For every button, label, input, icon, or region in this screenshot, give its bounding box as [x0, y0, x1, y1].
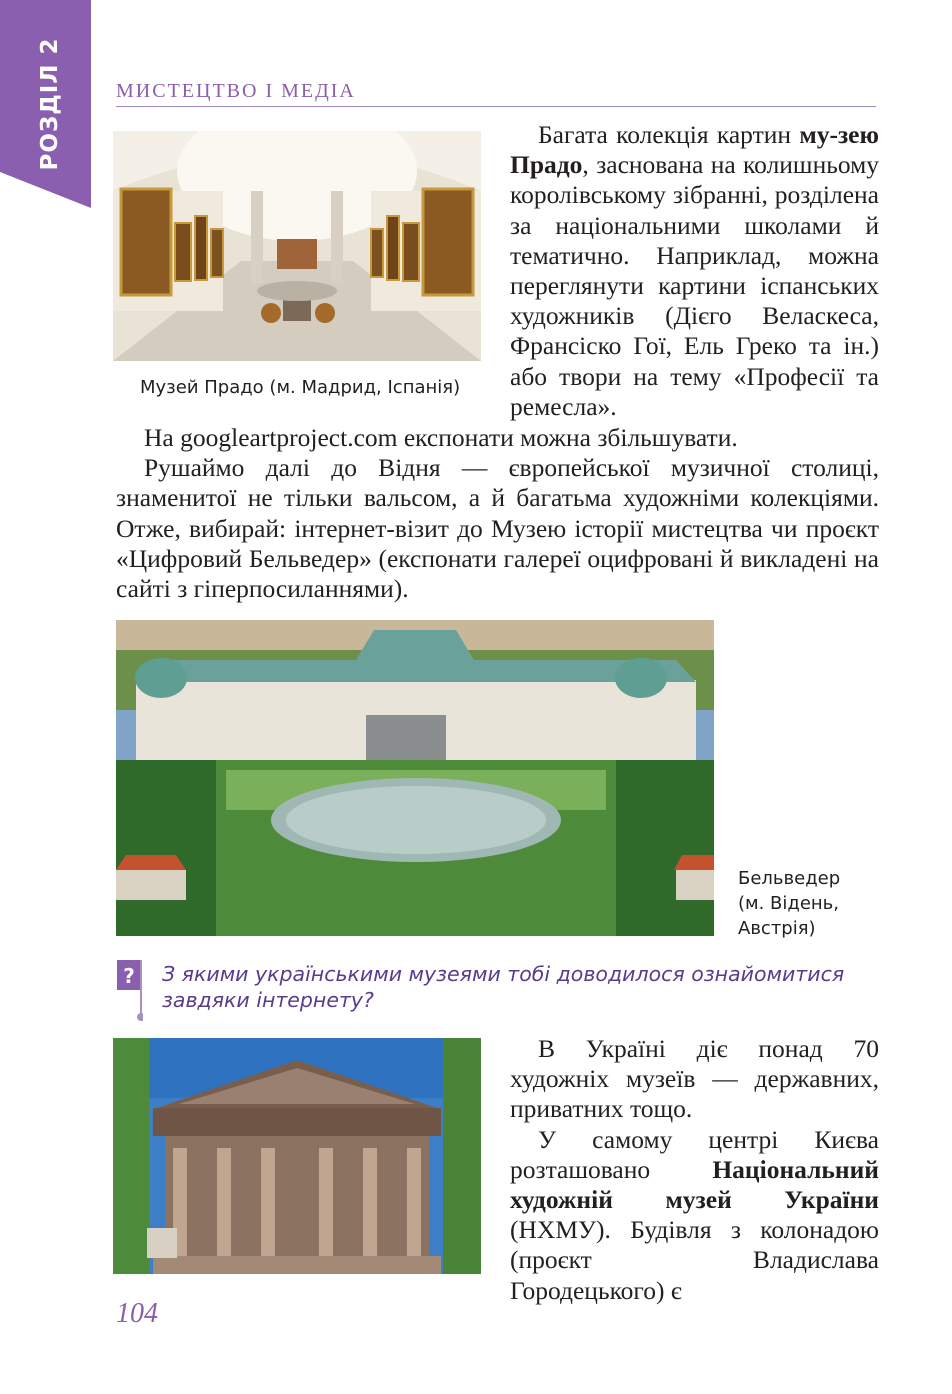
prado-text-1: Багата колекція картин	[538, 120, 800, 149]
belvedere-photo	[116, 620, 714, 936]
googleartproject-paragraph: На googleartproject.com експонати можна збільшувати.	[144, 423, 738, 452]
ukraine-museums-paragraph: В Україні діє понад 70 художніх музеїв — державних, приватних тощо.	[510, 1034, 879, 1124]
page-header-title: МИСТЕЦТВО І МЕДІА	[116, 80, 356, 102]
prado-paragraph	[510, 120, 879, 422]
ukraine-paragraphs	[510, 1034, 879, 1306]
belvedere-caption	[738, 866, 840, 941]
nhmu-text-2: (НХМУ). Будівля з колонадою (проєкт Владислава Городецького) є	[510, 1215, 879, 1305]
question-mark-icon	[117, 960, 143, 1022]
question-text: З якими українськими музеями тобі доводилося ознайомитися завдяки інтернету?	[162, 962, 845, 1012]
belvedere-caption-line-3: Австрія)	[738, 918, 816, 939]
question-mark-glyph: ?	[123, 964, 135, 988]
body-paragraphs	[116, 423, 879, 604]
nhmu-text-1: У самому центрі Києва розташовано	[510, 1124, 879, 1184]
nhmu-paragraph	[510, 1125, 879, 1306]
vienna-paragraph: Рушаймо далі до Відня — європейської музичної столиці, знаменитої не тільки вальсом, а й багатьма художніми колекціями. Отже, вибирай: інтернет-візит до Музею історії мистецтва чи проєкт «Цифровий Бельведер» (експонати галереї оцифровані й викладені на сайті з гіперпосиланнями).	[116, 453, 879, 604]
section-tab-label: РОЗДІЛ 2	[37, 37, 63, 171]
prado-museum-photo	[113, 131, 481, 361]
belvedere-caption-line-1: Бельведер	[738, 868, 841, 889]
section-tab	[0, 0, 91, 208]
header-divider	[116, 106, 876, 107]
page-number: 104	[116, 1298, 158, 1329]
belvedere-caption-line-2: (м. Відень,	[738, 893, 840, 914]
prado-museum-name: му-зею Прадо	[510, 120, 879, 180]
prado-caption: Музей Прадо (м. Мадрид, Іспанія)	[140, 377, 461, 398]
national-art-museum-photo	[113, 1038, 481, 1274]
nhmu-name: Національний художній музей України	[510, 1154, 879, 1215]
prado-text-2: , заснована на колишньому королівському зібранні, розділена за національними школами й тематично. Наприклад, можна переглянути картини іспанських художників (Дієго Веласкеса, Франсіско Гої, Ель Греко та ін.) або твори на тему «Професії та ремесла».	[510, 150, 879, 421]
